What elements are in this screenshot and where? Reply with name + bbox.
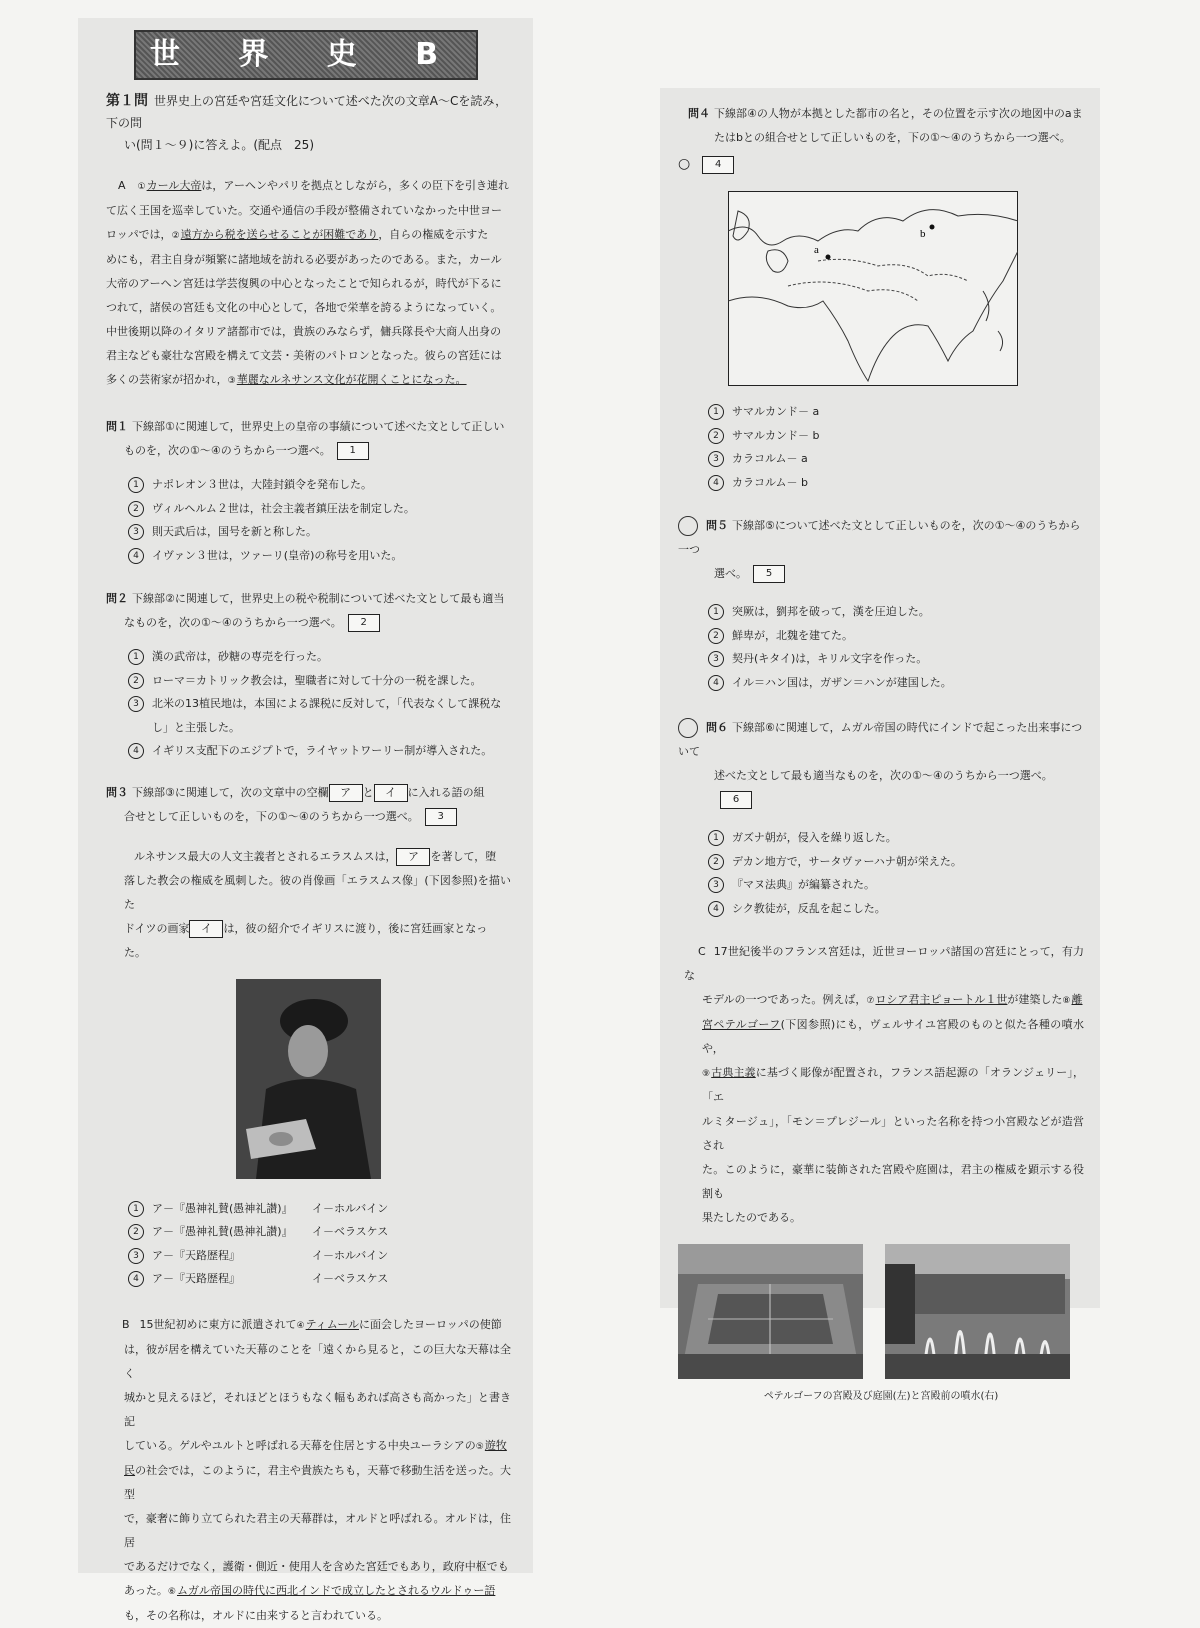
question-3-passage [106,845,511,965]
passage-c-line-5: ルミタージュ」，「モン＝プレジール」といった名称を持つ小宮殿などが造営され [702,1115,1084,1152]
header-line-1: 世界史上の宮廷や宮廷文化について述べた次の文章A～Cを読み，下の問 [106,94,508,130]
passage-a-line-2: て広く王国を巡幸していた。交通や通信の手段が整備されていなかった中世ヨー [106,204,502,217]
answer-box-4[interactable]: 4 [702,156,734,174]
underline-5-cont: 民 [124,1463,136,1477]
question-3-line-1a: 下線部③に関連して，次の文章中の空欄 [132,785,329,799]
underline-8-cont: 宮ペテルゴーフ [702,1018,781,1031]
option-text: 北米の13植民地は，本国による課税に反対して，「代表なくして課税な [152,697,502,710]
underline-index-5: ⑤ [475,1441,484,1452]
option-1 [708,826,1084,850]
option-1 [708,600,1084,624]
underline-index-3: ③ [227,376,236,386]
option-4 [708,471,1084,495]
option-number: 4 [708,475,724,491]
option-2 [708,624,1084,648]
map-label-a: a [814,244,819,256]
option-4 [128,544,511,568]
underline-9: 古典主義 [711,1066,756,1079]
underline-7: ロシア君主ピョートル１世 [875,993,1008,1006]
question-4-options [678,400,1084,494]
blank-i: イ [374,784,408,802]
option-b-text: イ－ホルバイン [312,1248,389,1262]
option-4 [128,739,511,763]
passage-b-line-6: で，豪奢に飾り立てられた君主の天幕群は，オルドと呼ばれる。オルドは，住居 [124,1511,511,1549]
question-2-line-1: 下線部②に関連して，世界史上の税や税制について述べた文として最も適当 [132,592,505,605]
passage-a-line-8: 君主なども豪壮な宮殿を構えて文芸・美術のパトロンとなった。彼らの宮廷には [106,349,502,362]
blank-a: ア [329,784,363,802]
option-2 [128,1220,511,1244]
q3-passage-line-3b: は，彼の紹介でイギリスに渡り，後に宮廷画家となっ [223,921,488,935]
question-6-label: 問６ [706,721,728,734]
question-5-options [678,600,1084,694]
option-text: 『マヌ法典』が編纂された。 [732,878,875,891]
question-4-line-1: 下線部④の人物が本拠とした都市の名と，その位置を示す次の地図中のaま [714,107,1083,120]
option-number: 2 [128,673,144,689]
option-number: 1 [708,404,724,420]
underline-4: ティムール [305,1317,359,1331]
question-1-line-1: 下線部①に関連して，世界史上の皇帝の事績について述べた文として正しい [132,420,505,433]
underline-5: 遊牧 [484,1438,507,1452]
handwritten-circle-6 [678,718,698,738]
underline-3: 華麗なルネサンス文化が花開くことになった。 [236,373,467,386]
option-1 [128,645,511,669]
option-b-text: イ－ホルバイン [312,1201,389,1215]
answer-box-5[interactable]: 5 [753,565,785,583]
peterhof-photos [678,1244,1084,1379]
option-number: 3 [128,696,144,712]
option-number: 3 [128,524,144,540]
question-2-options [106,645,511,763]
option-text: 鮮卑が，北魏を建てた。 [732,628,853,642]
option-number: 4 [708,675,724,691]
q3-passage-blank-i: イ [189,920,223,938]
left-column [78,18,533,1622]
underline-index-9: ⑨ [702,1069,711,1079]
option-text: ヴィルヘルム２世は，社会主義者鎮圧法を制定した。 [152,501,415,515]
question-3-line-1b: と [362,785,374,799]
question-4-label: 問４ [688,107,710,120]
passage-c-line-2a: モデルの一つであった。例えば， [702,993,867,1006]
option-2 [708,424,1084,448]
handwritten-mark-4: ○ [678,156,691,172]
passage-c-line-2d: が建築した [1007,993,1063,1006]
passage-a-line-3d: ，自らの権威を示すた [378,228,489,241]
option-number: 3 [128,1248,144,1264]
option-text: 漢の武帝は，砂糖の専売を行った。 [152,650,328,663]
passage-b [106,1313,511,1628]
question-1-label: 問１ [106,420,128,433]
question-1-line-2: ものを，次の①～④のうちから一つ選べ。 [124,444,331,457]
option-number: 2 [128,501,144,517]
answer-box-2[interactable]: 2 [348,614,380,632]
underline-1: カール大帝 [146,179,202,192]
option-text: イギリス支配下のエジプトで，ライヤットワーリー制が導入された。 [152,744,493,757]
answer-box-6[interactable]: 6 [720,791,752,809]
q3-passage-line-1b: を著して，堕 [430,849,497,863]
passage-b-line-7: であるだけでなく，護衛・側近・使用人を含めた宮廷でもあり，政府中枢でも [124,1559,509,1573]
option-number: 4 [128,1271,144,1287]
passage-b-line-3: 城かと見えるほど，それほどとほうもなく幅もあれば高さも高かった」と書き記 [124,1390,511,1428]
q3-passage-line-4: た。 [124,945,146,959]
option-number: 3 [708,451,724,467]
question-6-line-2: 述べた文として最も適当なものを，次の①～④のうちから一つ選べ。 [714,769,1053,782]
option-text: 契丹(キタイ)は，キリル文字を作った。 [732,652,928,665]
option-3 [128,520,511,544]
option-number: 1 [128,649,144,665]
option-number: 4 [128,548,144,564]
passage-b-line-5: の社会では，このように，君主や貴族たちも，天幕で移動生活を送った。大型 [124,1463,512,1501]
option-text: 則天武后は，国号を新と称した。 [152,525,317,538]
option-3 [708,647,1084,671]
underline-index-1: ① [137,182,146,192]
question-3-line-2: 合せとして正しいものを，下の①～④のうちから一つ選べ。 [124,809,419,823]
option-3 [128,692,511,716]
passage-c-line-1: 17世紀後半のフランス宮廷は，近世ヨーロッパ諸国の宮廷にとって，有力な [684,945,1084,982]
passage-c-line-7: 果たしたのである。 [702,1211,801,1224]
option-text: サマルカンド－ a [732,405,820,418]
passage-b-line-9: も，その名称は，オルドに由来すると言われている。 [124,1608,388,1622]
question-2 [106,587,511,763]
question-2-line-2: なものを，次の①～④のうちから一つ選べ。 [124,616,342,629]
underline-index-2: ② [171,231,180,241]
option-number: 1 [708,604,724,620]
passage-a-line-7: 中世後期以降のイタリア諸都市では，貴族のみならず，傭兵隊長や大商人出身の [106,325,502,338]
passage-a-line-6: つれて，諸侯の宮廷も文化の中心として，各地で栄華を誇るようになっていく。 [106,301,502,314]
handwritten-circle-5 [678,516,698,536]
option-2 [128,497,511,521]
passage-c-line-4: に基づく彫像が配置され，フランス語起源の「オランジェリー」，「エ [702,1066,1084,1104]
option-cont [128,716,511,740]
passage-b-line-1a: 15世紀初めに東方に派遣されて [139,1317,297,1331]
option-number: 2 [708,854,724,870]
option-number: 1 [128,477,144,493]
question-3-label: 問３ [106,785,128,799]
erasmus-portrait-image [236,979,381,1179]
photo-caption: ペテルゴーフの宮殿及び庭園(左)と宮殿前の噴水(右) [763,1391,999,1402]
q3-passage-line-1a: ルネサンス最大の人文主義者とされるエラスムスは， [134,849,397,863]
passage-a-label: A [118,179,126,192]
question-6-line-1: 下線部⑥に関連して，ムガル帝国の時代にインドで起こった出来事について [678,721,1083,758]
option-4 [128,1267,511,1291]
question-2-label: 問２ [106,592,128,605]
question-3 [106,781,511,1291]
passage-c-label: C [698,945,706,958]
question-1-options [106,473,511,567]
question-5-line-2: 選べ。 [714,567,747,580]
option-text: イヴァン３世は，ツァーリ(皇帝)の称号を用いた。 [152,548,403,562]
q3-passage-line-3a: ドイツの画家 [124,921,190,935]
option-2 [128,669,511,693]
option-a-text: ア－『愚神礼賛(愚神礼讃)』 [152,1225,293,1238]
option-text: シク教徒が，反乱を起こした。 [732,901,886,915]
q3-passage-line-2: 落した教会の権威を風刺した。彼の肖像画「エラスムス像」(下図参照)を描いた [124,873,511,911]
passage-b-line-2: は，彼が居を構えていた天幕のことを「遠くから見ると，この巨大な天幕は全く [124,1342,511,1380]
passage-a [106,174,511,393]
passage-c-line-3: (下図参照)にも，ヴェルサイユ宮殿のものと似た各種の噴水や， [702,1018,1084,1055]
option-b-text: イ－ベラスケス [312,1272,389,1285]
map-label-b: b [920,228,926,240]
option-text: デカン地方で，サータヴァーハナ朝が栄えた。 [732,854,962,868]
option-a-text: ア－『天路歴程』 [152,1248,240,1262]
option-number: 2 [708,628,724,644]
question-5-label: 問５ [706,519,728,532]
option-4 [708,671,1084,695]
q3-passage-blank-a: ア [396,848,430,866]
option-1 [128,473,511,497]
option-text: カラコルム－ a [732,452,808,465]
option-number: 1 [128,1201,144,1217]
right-column [660,88,1100,1402]
underline-6: ムガル帝国の時代に西北インドで成立したとされるウルドゥー語 [176,1583,496,1597]
option-text: サマルカンド－ b [732,428,820,442]
option-2 [708,850,1084,874]
section-label: 第１問 [106,93,148,109]
option-1 [708,400,1084,424]
option-text: ローマ＝カトリック教会は，聖職者に対して十分の一税を課した。 [152,673,482,687]
passage-b-line-4a: している。ゲルやユルトと呼ばれる天幕を住居とする中央ユーラシアの [124,1438,476,1452]
option-number: 4 [708,901,724,917]
underline-2: 遠方から税を送らせることが困難であり [180,228,379,241]
option-number: 2 [128,1224,144,1240]
passage-c [678,940,1084,1230]
passage-c-line-6: た。このように，豪華に装飾された宮殿や庭園は，君主の権威を顕示する役割も [702,1163,1084,1200]
passage-a-line-5: 大帝のアーヘン宮廷は学芸復興の中心となったことで知られるが，時代が下るに [106,277,502,290]
passage-a-line-4: めにも，君主自身が頻繁に諸地域を訪れる必要があったのである。また，カール [106,253,502,266]
option-number: 2 [708,428,724,444]
option-text: ナポレオン３世は，大陸封鎖令を発布した。 [152,478,372,491]
passage-a-line-9a: 多くの芸術家が招かれ， [106,373,228,386]
option-3 [128,1244,511,1268]
option-3 [708,873,1084,897]
option-text: し」と主張した。 [152,720,240,734]
asia-map [728,191,1018,386]
underline-index-8: ⑧ [1062,996,1071,1006]
passage-b-line-1d: に面会したヨーロッパの使節 [358,1317,502,1331]
option-4 [708,897,1084,921]
header-line-2: い(問１～９)に答えよ。(配点 25) [124,138,314,152]
question-4 [678,102,1084,494]
page-title: 世 界 史 B [134,30,478,80]
passage-b-line-8a: あった。 [124,1583,168,1597]
question-3-line-1c: に入れる語の組 [407,785,485,799]
underline-index-6: ⑥ [167,1586,176,1597]
underline-8: 離 [1071,993,1083,1006]
section-header [106,90,511,156]
question-1 [106,415,511,567]
option-1 [128,1197,511,1221]
answer-box-1[interactable]: 1 [337,442,369,460]
option-number: 1 [708,830,724,846]
question-3-options [106,1197,511,1291]
option-text: 突厥は，劉邦を破って，漢を圧迫した。 [732,605,930,618]
underline-index-7: ⑦ [866,996,875,1006]
option-number: 3 [708,651,724,667]
underline-index-4: ④ [296,1320,305,1331]
option-3 [708,447,1084,471]
option-b-text: イ－ベラスケス [312,1225,389,1238]
question-4-line-2: たはbとの組合せとして正しいものを，下の①～④のうちから一つ選べ。 [714,131,1071,144]
option-number: 3 [708,877,724,893]
question-6-options [678,826,1084,920]
option-a-text: ア－『天路歴程』 [152,1272,240,1285]
question-6 [678,716,1084,920]
passage-a-line-3a: ロッパでは， [106,228,172,241]
option-text: イル＝ハン国は，ガザン＝ハンが建国した。 [732,675,952,689]
option-text: カラコルム－ b [732,475,809,489]
peterhof-garden-photo [678,1244,863,1379]
question-5-line-1: 下線部⑤について述べた文として正しいものを，次の①～④のうちから一つ [678,519,1081,556]
peterhof-fountain-photo [885,1244,1070,1379]
answer-box-3[interactable]: 3 [425,808,457,826]
option-number: 4 [128,743,144,759]
passage-b-label: B [122,1317,130,1331]
option-text: ガズナ朝が，侵入を繰り返した。 [732,831,897,844]
option-a-text: ア－『愚神礼賛(愚神礼讃)』 [152,1201,293,1215]
question-5 [678,514,1084,694]
passage-a-line-1: は，アーヘンやパリを拠点としながら，多くの臣下を引き連れ [201,179,510,192]
